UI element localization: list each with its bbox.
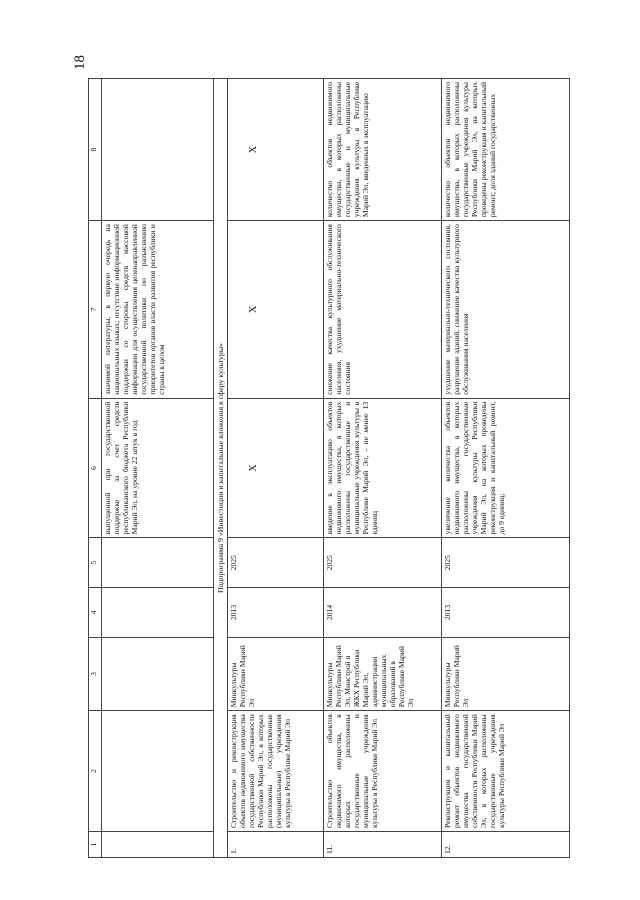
expected-result: X <box>228 398 324 538</box>
subprogram-title: Подпрограмма 9 «Инвестиции и капитальные вложения в сферу культуры» <box>214 79 228 858</box>
indicator: количество объектов недвижимого имущества, в которых расположены государственные учреждения культуры Республики Марий Эл, на которых проведены реконструкция и капитальный ремонт; доля зданий государственных <box>442 79 570 221</box>
continued-consequences: значимой литературы, в первую очередь на национальных языках; отсутствие информационной поддержки со стороны средств массовой информации для осуществления целенаправленной государственной политики по разъяснению приоритетов органов власти развития республики и страны в целом <box>102 221 214 399</box>
measure-name: Строительство и реконструкция объектов недвижимого имущества государственной собственности Республики Марий Эл, в которых расположены государственные (муниципальные) учреждения культуры в Республике Марий Эл <box>228 711 324 832</box>
indicator: X <box>228 79 324 221</box>
column-number-row <box>89 79 102 858</box>
end-year: 2025 <box>228 538 324 588</box>
continued-row <box>102 79 214 858</box>
start-year: 2013 <box>442 588 570 638</box>
subprogram-row <box>214 79 228 858</box>
consequences: снижение качества культурного обслуживания населения, ухудшение материально-технического состояния <box>324 221 442 399</box>
measure-name: Строительство объектов недвижимого имущества, в которых расположены государственные и муниципальные учреждения культуры в Республике Марий Эл <box>324 711 442 832</box>
measure-name: Реконструкция и капитальный ремонт объектов недвижимого имущества государственной собственности Республики Марий Эл, в которых расположены государственные учреждения культуры Республики Марий Эл <box>442 711 570 832</box>
table-row <box>324 79 442 858</box>
col-header-5: 5 <box>89 538 102 588</box>
executor: Минкультуры Республики Марий Эл, Минстрой и ЖКХ Республики Марий Эл, администрации муниципальных образований в Республике Марий Эл <box>324 637 442 710</box>
indicator: количество объектов недвижимого имущества, в которых расположены государственные и муниципальные учреждения культуры в Республике Марий Эл, введенных в эксплуатацию <box>324 79 442 221</box>
consequences: X <box>228 221 324 399</box>
col-header-7: 7 <box>89 221 102 399</box>
consequences: ухудшение материально-технического состояния, разрушение зданий, снижение качества культурного обслуживания населения <box>442 221 570 399</box>
start-year: 2014 <box>324 588 442 638</box>
table-row <box>442 79 570 858</box>
continued-result: выпущенной при государственной поддержке за счет средств республиканского бюджета Республики Марий Эл, на уровне 22 штук в год <box>102 398 214 538</box>
col-header-2: 2 <box>89 711 102 832</box>
expected-result: введение в эксплуатацию объектов недвижимого имущества, в которых расположены государственные и муниципальные учреждения культуры в Республике Марий Эл, - не менее 13 единиц <box>324 398 442 538</box>
measures-table <box>88 78 570 858</box>
rotated-sheet <box>88 78 618 858</box>
col-header-8: 8 <box>89 79 102 221</box>
row-number: 12. <box>442 831 570 857</box>
row-number: 1. <box>228 831 324 857</box>
col-header-6: 6 <box>89 398 102 538</box>
executor: Минкультуры Республики Марий Эл <box>442 637 570 710</box>
executor: Минкультуры Республики Марий Эл <box>228 637 324 710</box>
end-year: 2025 <box>324 538 442 588</box>
end-year: 2025 <box>442 538 570 588</box>
col-header-4: 4 <box>89 588 102 638</box>
page-number: 18 <box>72 55 88 70</box>
start-year: 2013 <box>228 588 324 638</box>
table-row <box>228 79 324 858</box>
col-header-3: 3 <box>89 637 102 710</box>
row-number: 11. <box>324 831 442 857</box>
col-header-1: 1 <box>89 831 102 857</box>
expected-result: увеличение количества объектов недвижимого имущества, в которых расположены государственные учреждения культуры Республики Марий Эл, на которых проведены реконструкция и капитальный ремонт, до 9 единиц; <box>442 398 570 538</box>
